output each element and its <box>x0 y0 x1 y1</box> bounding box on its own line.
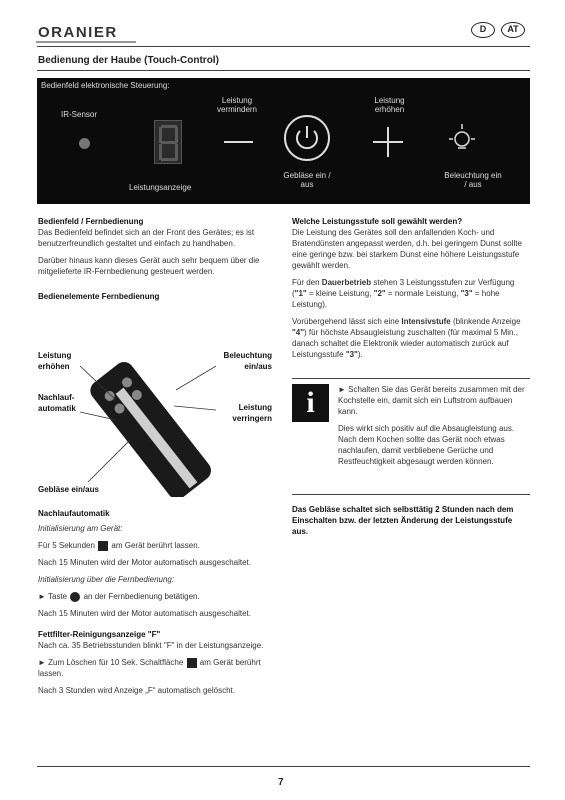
ir-sensor-label: IR-Sensor <box>61 110 98 119</box>
footer-rule <box>37 766 530 767</box>
final-note: Das Gebläse schaltet sich selbsttätig 2 Stunden nach dem Einschalten bzw. der letzten Änderung der Leistungsstufe aus. <box>292 505 514 536</box>
remote-diagram <box>38 342 272 497</box>
left-column <box>38 216 272 302</box>
remote-label-nachlauf: Nachlauf- automatik <box>38 393 76 413</box>
panel-caption: Bedienfeld elektronische Steuerung: <box>41 81 170 90</box>
paragraph: Nach 3 Stunden wird Anzeige „F“ automatisch gelöscht. <box>38 686 235 695</box>
remote-label-fan: Gebläse ein/aus <box>38 485 99 494</box>
title-rule <box>37 70 530 71</box>
paragraph: Nach 15 Minuten wird der Motor automatisch ausgeschaltet. <box>38 558 251 567</box>
text-run: an der Fernbedienung betätigen. <box>83 592 200 601</box>
increase-label: Leistung erhöhen <box>374 96 405 114</box>
section-heading: Fettfilter-Reinigungsanzeige "F" <box>38 630 161 639</box>
subheading: Initialisierung über die Fernbedienung: <box>38 575 175 584</box>
remote-control-icon <box>78 362 218 497</box>
country-badge-d: D <box>471 22 495 38</box>
minus-key-icon <box>187 658 197 668</box>
info-icon: i <box>292 384 329 422</box>
section-heading: Welche Leistungsstufe soll gewählt werden? <box>292 217 463 226</box>
page-number: 7 <box>278 777 284 788</box>
right-column: Welche Leistungsstufe soll gewählt werden? Die Leistung des Gerätes soll den anfallenden Koch- und Bratendünsten angepasst werden, d.h. bei geringem Dunst sollte eine geringe bzw. bei starkem Dunst eine höhere Leistungsstufe gewählt werden. Für den Dauerbetrieb stehen 3 Leistungsstufen zur Verfügung ("1" = kleine Leistung, "2" = normale Leistung, "3" = hohe Leistung). Vorübergehend lässt sich eine Intensivstufe (blinkende Anzeige "4") für höchste Absaugleistung zuschalten (für maximal 5 Min., danach schaltet die Elektronik wieder automatisch zurück auf Leistungsstufe "3"). <box>292 216 530 366</box>
remote-label-down: Leistung verringern <box>232 403 272 423</box>
section-heading: Nachlaufautomatik <box>38 509 110 518</box>
paragraph: Die Leistung des Gerätes soll den anfallenden Koch- und Bratendünsten angepasst werden, d.h. bei geringem Dunst sollte eine geringe bzw. bei starkem Dunst eine höhere Leistungsstufe gewählt werden. <box>292 228 522 270</box>
text-run: Für 5 Sekunden <box>38 541 95 550</box>
logo-underline <box>36 41 136 43</box>
paragraph: Nach ca. 35 Betriebsstunden blinkt "F" in der Leistungsanzeige. <box>38 641 264 650</box>
display-label: Leistungsanzeige <box>129 183 192 192</box>
left-column-lower <box>38 508 272 702</box>
decrease-label: Leistung vermindern <box>216 96 257 114</box>
control-panel-image <box>37 78 530 204</box>
section-heading: Bedienelemente Fernbedienung <box>38 292 160 301</box>
paragraph: Das Bedienfeld befindet sich an der Front des Gerätes; es ist benutzerfreundlich gestaltet und einfach zu handhaben. <box>38 228 255 248</box>
header-rule <box>37 46 530 47</box>
fan-label: Gebläse ein / aus <box>283 171 331 189</box>
country-badge-at: AT <box>501 22 525 38</box>
seven-segment-display-icon <box>154 120 182 164</box>
subheading: Initialisierung am Gerät: <box>38 524 123 533</box>
paragraph: Darüber hinaus kann dieses Gerät auch sehr bequem über die mitgelieferte IR-Fernbedienung gesteuert werden. <box>38 256 260 276</box>
section-heading: Bedienfeld / Fernbedienung <box>38 217 144 226</box>
paragraph: Nach 15 Minuten wird der Motor automatisch ausgeschaltet. <box>38 609 251 618</box>
paragraph: ► Schalten Sie das Gerät bereits zusammen mit der Kochstelle ein, damit sich ein Luftstrom aufbauen kann. <box>338 385 525 416</box>
remote-key-icon <box>70 592 80 602</box>
info-box <box>338 384 530 473</box>
ir-sensor-icon <box>79 138 90 149</box>
power-icon[interactable] <box>284 115 330 161</box>
text-run: ► Taste <box>38 592 68 601</box>
page-title: Bedienung der Haube (Touch-Control) <box>38 55 219 66</box>
plus-key-icon <box>98 541 108 551</box>
text-run: am Gerät berührt lassen. <box>38 658 261 678</box>
text-run: ► Zum Löschen für 10 Sek. Schaltfläche <box>38 658 184 667</box>
plus-icon-vertical <box>387 127 389 157</box>
minus-icon[interactable] <box>224 141 253 143</box>
remote-label-up: Leistung erhöhen <box>38 351 72 371</box>
light-label: Beleuchtung ein / aus <box>444 171 502 189</box>
text-run: am Gerät berührt lassen. <box>111 541 200 550</box>
brand-logo: ORANIER <box>38 24 118 41</box>
info-top-rule <box>292 378 530 379</box>
light-bulb-icon[interactable] <box>445 121 479 161</box>
info-bottom-rule <box>292 494 530 495</box>
paragraph: Dies wirkt sich positiv auf die Absaugleistung aus. Nach dem Kochen sollte das Gerät noch etwas nachlaufen, damit verbliebene Gerüche und Restfeuchtigkeit abgesaugt werden können. <box>338 424 515 466</box>
remote-label-light: Beleuchtung ein/aus <box>223 351 272 371</box>
